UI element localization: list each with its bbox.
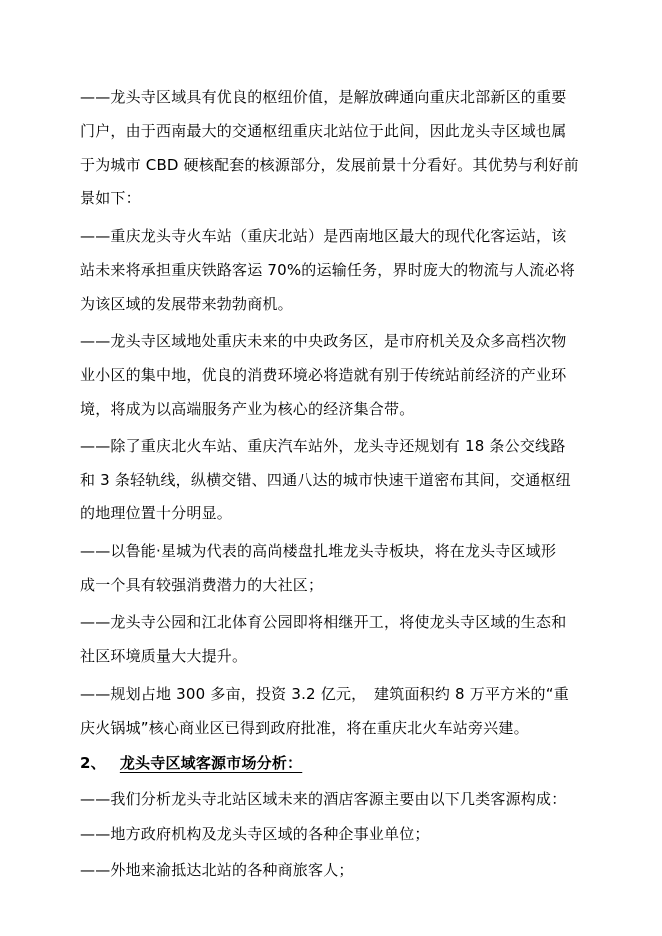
section-heading — [80, 753, 620, 773]
paragraph-line: ——地方政府机构及龙头寺区域的各种企事业单位； — [80, 825, 430, 843]
paragraph-line: 境，将成为以高端服务产业为核心的经济集合带。 — [80, 400, 415, 418]
section-title: 龙头寺区域客源市场分析： — [119, 754, 303, 772]
paragraph-line: 业小区的集中地，优良的消费环境必将造就有别于传统站前经济的产业环 — [80, 366, 567, 384]
paragraph-line: 于为城市 CBD 硬核配套的核源部分，发展前景十分看好。其优势与利好前 — [80, 156, 579, 174]
paragraph-line: ——龙头寺区域地处重庆未来的中央政务区，是市府机关及众多高档次物 — [80, 332, 567, 350]
paragraph-line: ——外地来渝抵达北站的各种商旅客人； — [80, 861, 354, 879]
paragraph-line: ——重庆龙头寺火车站（重庆北站）是西南地区最大的现代化客运站，该 — [80, 227, 567, 245]
paragraph-line: ——以鲁能·星城为代表的高尚楼盘扎堆龙头寺板块，将在龙头寺区域形 — [80, 542, 557, 560]
paragraph-line: ——除了重庆北火车站、重庆汽车站外，龙头寺还规划有 18 条公交线路 — [80, 437, 566, 455]
paragraph-line: ——规划占地 300 多亩，投资 3.2 亿元， 建筑面积约 8 万平方米的“重 — [80, 685, 569, 703]
paragraph-line: ——龙头寺公园和江北体育公园即将相继开工，将使龙头寺区域的生态和 — [80, 613, 567, 631]
paragraph-line: 社区环境质量大大提升。 — [80, 647, 248, 665]
paragraph-line: ——我们分析龙头寺北站区域未来的酒店客源主要由以下几类客源构成： — [80, 790, 567, 808]
paragraph-line: 为该区域的发展带来勃勃商机。 — [80, 295, 293, 313]
paragraph-line: 门户，由于西南最大的交通枢纽重庆北站位于此间，因此龙头寺区域也属 — [80, 122, 567, 140]
section-number: 2、 — [80, 754, 106, 772]
paragraph-line: 站未来将承担重庆铁路客运 70%的运输任务，界时庞大的物流与人流必将 — [80, 261, 575, 279]
paragraph-line: 和 3 条轻轨线，纵横交错、四通八达的城市快速干道密布其间，交通枢纽 — [80, 471, 571, 489]
paragraph-line: 景如下： — [80, 189, 141, 207]
paragraph-line: 庆火锅城”核心商业区已得到政府批准，将在重庆北火车站旁兴建。 — [80, 719, 529, 737]
paragraph-line: ——龙头寺区域具有优良的枢纽价值，是解放碑通向重庆北部新区的重要 — [80, 88, 567, 106]
paragraph-line: 的地理位置十分明显。 — [80, 504, 233, 522]
paragraph-line: 成一个具有较强消费潜力的大社区； — [80, 576, 324, 594]
